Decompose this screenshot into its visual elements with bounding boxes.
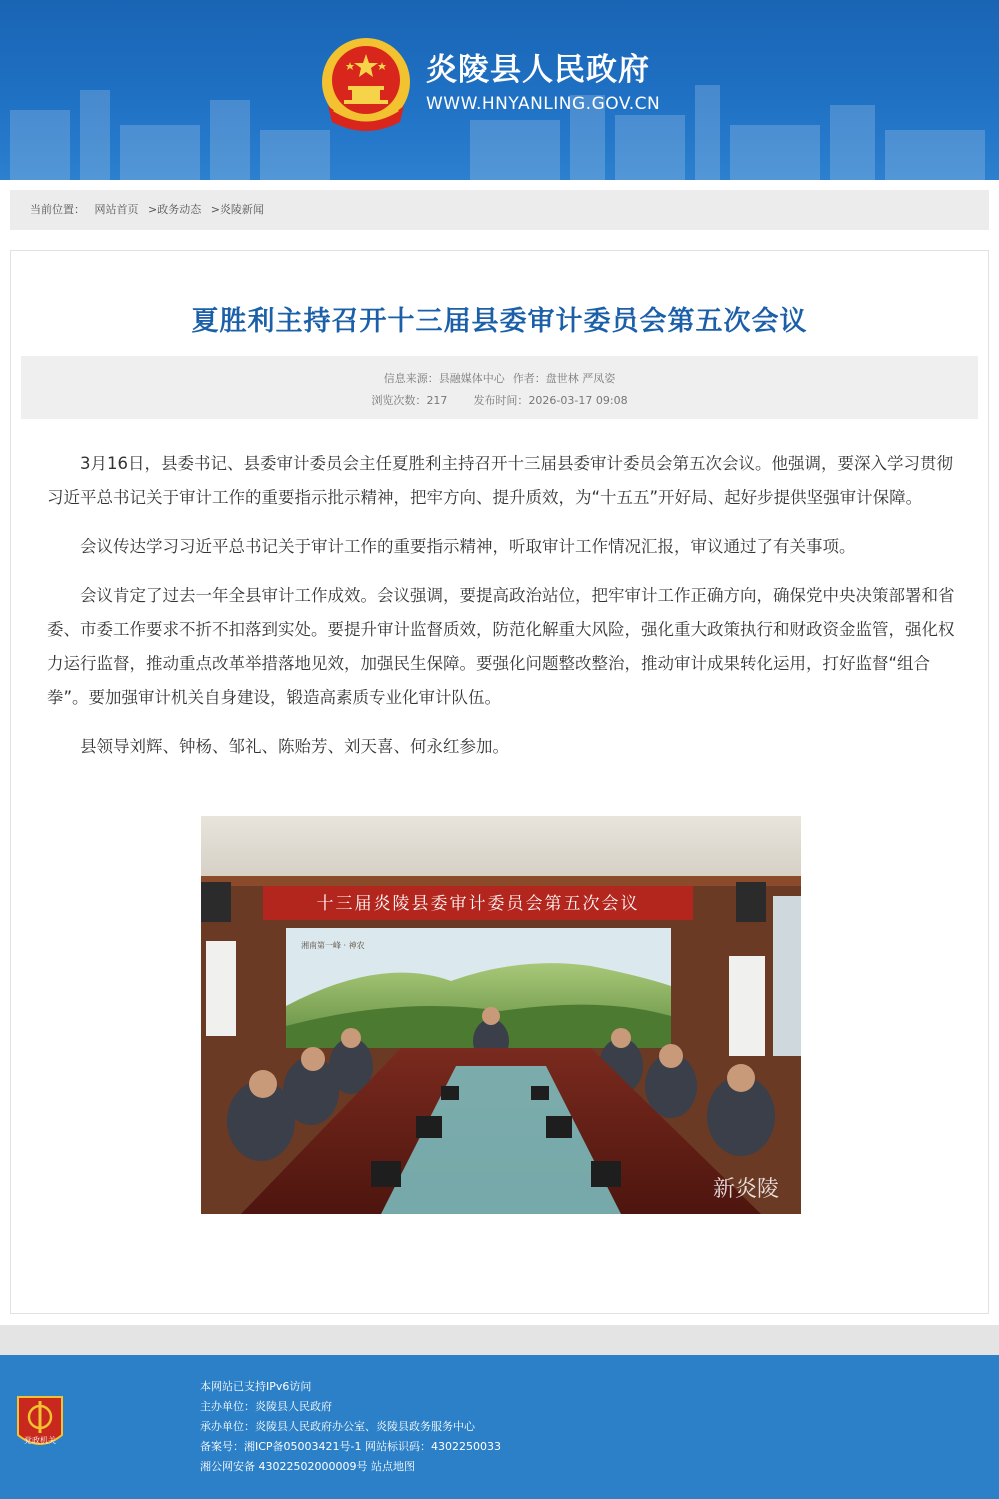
icp-link[interactable]: 湘ICP备05003421号-1 xyxy=(244,1440,362,1453)
photo-backdrop-text: 湘南第一峰 · 神农 xyxy=(301,941,365,950)
national-emblem-icon xyxy=(320,36,412,134)
article-content xyxy=(47,447,957,779)
undertaker-value: 炎陵县人民政府办公室、炎陵县政务服务中心 xyxy=(255,1420,475,1433)
site-title[interactable]: 炎陵县人民政府 xyxy=(426,52,650,88)
source-value: 县融媒体中心 xyxy=(438,372,505,385)
site-id-label: 网站标识码： xyxy=(365,1440,432,1453)
icp-label: 备案号： xyxy=(200,1440,244,1453)
meeting-photo xyxy=(201,816,801,1214)
undertaker-label: 承办单位： xyxy=(200,1420,255,1433)
party-government-badge-icon[interactable] xyxy=(14,1393,66,1455)
paragraph: 3月16日，县委书记、县委审计委员会主任夏胜利主持召开十三届县委审计委员会第五次会议。他强调，要深入学习贯彻习近平总书记关于审计工作的重要指示批示精神，把牢方向、提升质效，为“十五五”开好局、起好步提供坚强审计保障。 xyxy=(47,454,953,507)
paragraph: 会议传达学习习近平总书记关于审计工作的重要指示精神，听取审计工作情况汇报，审议通过了有关事项。 xyxy=(80,537,856,556)
photo-banner-text: 十三届炎陵县委审计委员会第五次会议 xyxy=(316,894,640,914)
article-title: 夏胜利主持召开十三届县委审计委员会第五次会议 xyxy=(191,306,808,337)
site-url[interactable]: WWW.HNYANLING.GOV.CN xyxy=(426,94,661,114)
breadcrumb-label: 当前位置： xyxy=(30,203,85,216)
source-label: 信息来源： xyxy=(383,372,439,385)
photo-watermark: 新炎陵 xyxy=(712,1177,780,1202)
sponsor-label: 主办单位： xyxy=(200,1400,255,1413)
time-value: 2026-03-17 09:08 xyxy=(528,394,628,407)
badge-text: 党政机关 xyxy=(24,1436,56,1445)
views-value: 217 xyxy=(426,394,448,407)
footer-info xyxy=(200,1377,501,1477)
site-footer xyxy=(0,1355,999,1499)
site-id-value: 4302250033 xyxy=(431,1440,502,1453)
paragraph: 县领导刘辉、钟杨、邹礼、陈贻芳、刘天喜、何永红参加。 xyxy=(80,737,509,756)
breadcrumb-affairs-link[interactable]: >政务动态 xyxy=(148,203,202,216)
ipv6-notice: 本网站已支持IPv6访问 xyxy=(200,1380,312,1393)
sitemap-link[interactable]: 站点地图 xyxy=(370,1460,415,1473)
author-value: 盘世林 严凤姿 xyxy=(545,372,616,385)
breadcrumb-news-link[interactable]: >炎陵新闻 xyxy=(210,203,264,216)
author-label: 作者： xyxy=(512,372,546,385)
police-record-link[interactable]: 湘公网安备 43022502000009号 xyxy=(200,1460,368,1473)
views-label: 浏览次数： xyxy=(371,394,427,407)
paragraph: 会议肯定了过去一年全县审计工作成效。会议强调，要提高政治站位，把牢审计工作正确方向，确保党中央决策部署和省委、市委工作要求不折不扣落到实处。要提升审计监督质效，防范化解重大风险，强化重大政策执行和财政资金监管，强化权力运行监督，推动重点改革举措落地见效，加强民生保障。要强化问题整改整治，推动审计成果转化运用，打好监督“组合拳”。要加强审计机关自身建设，锻造高素质专业化审计队伍。 xyxy=(47,586,955,707)
article-meta xyxy=(21,356,978,419)
footer-divider-band xyxy=(0,1325,999,1355)
article-container xyxy=(10,250,989,1314)
time-label: 发布时间： xyxy=(473,394,529,407)
breadcrumb xyxy=(10,190,989,230)
sponsor-value: 炎陵县人民政府 xyxy=(255,1400,332,1413)
breadcrumb-home-link[interactable]: 网站首页 xyxy=(94,203,139,216)
site-header xyxy=(0,0,999,180)
